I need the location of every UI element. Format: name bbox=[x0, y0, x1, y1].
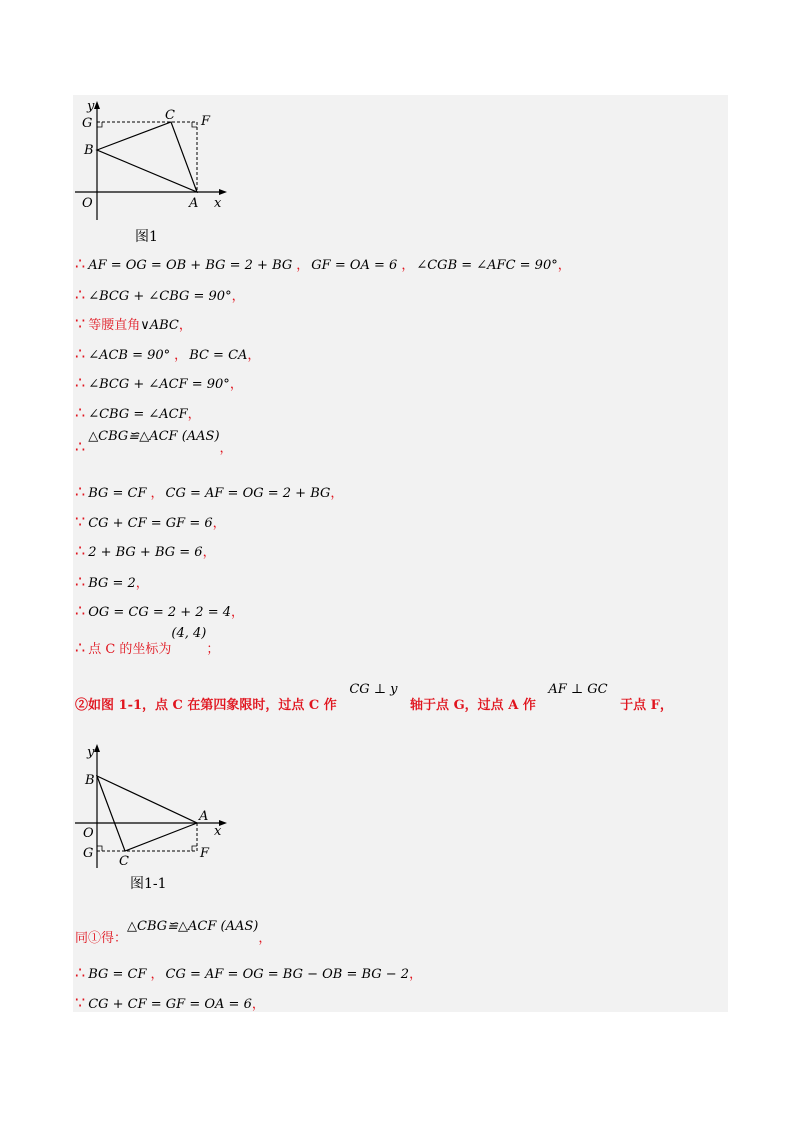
line-end: ， bbox=[229, 377, 243, 392]
label-c: C bbox=[165, 108, 175, 123]
label-o: O bbox=[83, 826, 94, 841]
proof-line bbox=[75, 344, 260, 363]
reason-symbol: ∴ bbox=[75, 541, 86, 560]
proof-line bbox=[75, 285, 245, 304]
line-end: ， bbox=[219, 441, 233, 456]
reason-symbol: ∴ bbox=[75, 963, 86, 982]
proof-line bbox=[75, 512, 226, 531]
reason-symbol: ∴ bbox=[75, 482, 86, 501]
line-end: ， bbox=[178, 318, 192, 333]
math-expression: ∠BCG + ∠ACF = 90° bbox=[88, 377, 230, 392]
math-expression: BG = CF bbox=[88, 967, 147, 982]
case-2-text-3: 于点 F， bbox=[620, 698, 673, 713]
same-as-text: 同①得： bbox=[75, 931, 128, 946]
reason-symbol: ∴ bbox=[75, 254, 86, 273]
proof-line bbox=[75, 403, 201, 422]
line-end: ， bbox=[212, 516, 226, 531]
x-arrow bbox=[219, 189, 227, 195]
separator: ， bbox=[296, 258, 310, 273]
y-arrow bbox=[94, 744, 100, 752]
line-end: ， bbox=[258, 931, 272, 946]
proof-line bbox=[75, 572, 149, 591]
line-end: ， bbox=[231, 605, 245, 620]
label-b: B bbox=[85, 773, 95, 788]
right-angle-f bbox=[192, 846, 197, 851]
y-arrow bbox=[94, 101, 100, 109]
line-end: ， bbox=[557, 258, 571, 273]
right-angle-f bbox=[192, 122, 197, 127]
line-end: ， bbox=[202, 545, 216, 560]
proof-line bbox=[75, 429, 233, 456]
same-as-math: △CBG≌△ACF (AAS) bbox=[127, 919, 259, 934]
label-y: y bbox=[87, 99, 95, 114]
line-end: ， bbox=[409, 967, 423, 982]
proof-line bbox=[75, 254, 571, 273]
label-f: F bbox=[201, 114, 211, 129]
math-expression: CG = AF = OG = BG − OB = BG − 2 bbox=[165, 967, 410, 982]
math-expression: ∠ACB = 90° bbox=[88, 348, 171, 363]
proof-line bbox=[75, 963, 422, 982]
line-prefix: 等腰直角 bbox=[88, 318, 141, 333]
line-end: ， bbox=[330, 486, 344, 501]
label-a: A bbox=[199, 809, 209, 824]
line-end: ， bbox=[187, 407, 201, 422]
figure-1-caption: 图1 bbox=[135, 229, 158, 245]
case-2-text-1: ②如图 1-1，点 C 在第四象限时，过点 C 作 bbox=[75, 698, 337, 713]
math-expression: CG = AF = OG = 2 + BG bbox=[165, 486, 331, 501]
math-expression: CG + CF = GF = 6 bbox=[88, 516, 213, 531]
case-2-text-2: 轴于点 G，过点 A 作 bbox=[410, 698, 536, 713]
label-o: O bbox=[82, 196, 93, 211]
math-expression: BC = CA bbox=[189, 348, 248, 363]
math-expression: BG = 2 bbox=[88, 576, 136, 591]
proof-line bbox=[75, 314, 192, 333]
math-expression: ∠CBG = ∠ACF bbox=[88, 407, 188, 422]
coordinate-line bbox=[75, 626, 220, 657]
coordinate-text: 点 C 的坐标为 bbox=[88, 642, 172, 657]
label-g: G bbox=[82, 116, 93, 131]
therefore-symbol: ∴ bbox=[75, 638, 86, 657]
separator: ， bbox=[174, 348, 188, 363]
label-b: B bbox=[84, 143, 94, 158]
separator: ， bbox=[401, 258, 415, 273]
reason-symbol: ∴ bbox=[75, 285, 86, 304]
reason-symbol: ∴ bbox=[75, 572, 86, 591]
math-expression: CG + CF = GF = OA = 6 bbox=[88, 997, 252, 1012]
reason-symbol: ∴ bbox=[75, 403, 86, 422]
proof-line bbox=[75, 482, 343, 501]
math-expression: ∠BCG + ∠CBG = 90° bbox=[88, 289, 232, 304]
reason-symbol: ∴ bbox=[75, 373, 86, 392]
triangle-abc bbox=[97, 776, 197, 851]
proof-line bbox=[75, 373, 243, 392]
label-c: C bbox=[119, 854, 129, 869]
figure-1-1 bbox=[73, 738, 243, 873]
math-expression: BG = CF bbox=[88, 486, 147, 501]
coordinate-value: (4, 4) bbox=[171, 626, 207, 641]
reason-symbol: ∴ bbox=[75, 601, 86, 620]
reason-symbol: ∵ bbox=[75, 512, 86, 531]
line-end: ， bbox=[251, 997, 265, 1012]
figure-1 bbox=[73, 95, 243, 225]
reason-symbol: ∵ bbox=[75, 314, 86, 333]
figure-1-1-caption: 图1-1 bbox=[130, 876, 167, 892]
case-2-math-1: CG ⊥ y bbox=[349, 682, 398, 697]
separator: ， bbox=[150, 967, 164, 982]
math-expression: ∨ABC bbox=[140, 318, 179, 333]
case-2-line bbox=[75, 682, 673, 713]
line-end: ， bbox=[135, 576, 149, 591]
line-end: ； bbox=[206, 642, 220, 657]
line-end: ， bbox=[247, 348, 261, 363]
proof-line bbox=[75, 541, 216, 560]
label-f: F bbox=[200, 846, 210, 861]
right-angle-g bbox=[97, 846, 102, 851]
math-expression: △CBG≌△ACF (AAS) bbox=[88, 429, 220, 444]
math-expression: ∠CGB = ∠AFC = 90° bbox=[416, 258, 558, 273]
label-g: G bbox=[83, 846, 94, 861]
right-angle-g bbox=[97, 122, 102, 127]
math-expression: 2 + BG + BG = 6 bbox=[88, 545, 203, 560]
proof-line bbox=[75, 993, 265, 1012]
same-as-line bbox=[75, 919, 272, 946]
math-expression: AF = OG = OB + BG = 2 + BG bbox=[88, 258, 293, 273]
label-x: x bbox=[214, 824, 222, 839]
proof-line bbox=[75, 601, 244, 620]
math-expression: OG = CG = 2 + 2 = 4 bbox=[88, 605, 232, 620]
reason-symbol: ∴ bbox=[75, 437, 86, 456]
line-end: ， bbox=[231, 289, 245, 304]
triangle-abc bbox=[97, 122, 197, 192]
case-2-math-2: AF ⊥ GC bbox=[548, 682, 608, 697]
label-x: x bbox=[214, 196, 222, 211]
math-expression: GF = OA = 6 bbox=[311, 258, 398, 273]
label-a: A bbox=[189, 196, 199, 211]
label-y: y bbox=[87, 745, 95, 760]
separator: ， bbox=[150, 486, 164, 501]
reason-symbol: ∵ bbox=[75, 993, 86, 1012]
reason-symbol: ∴ bbox=[75, 344, 86, 363]
